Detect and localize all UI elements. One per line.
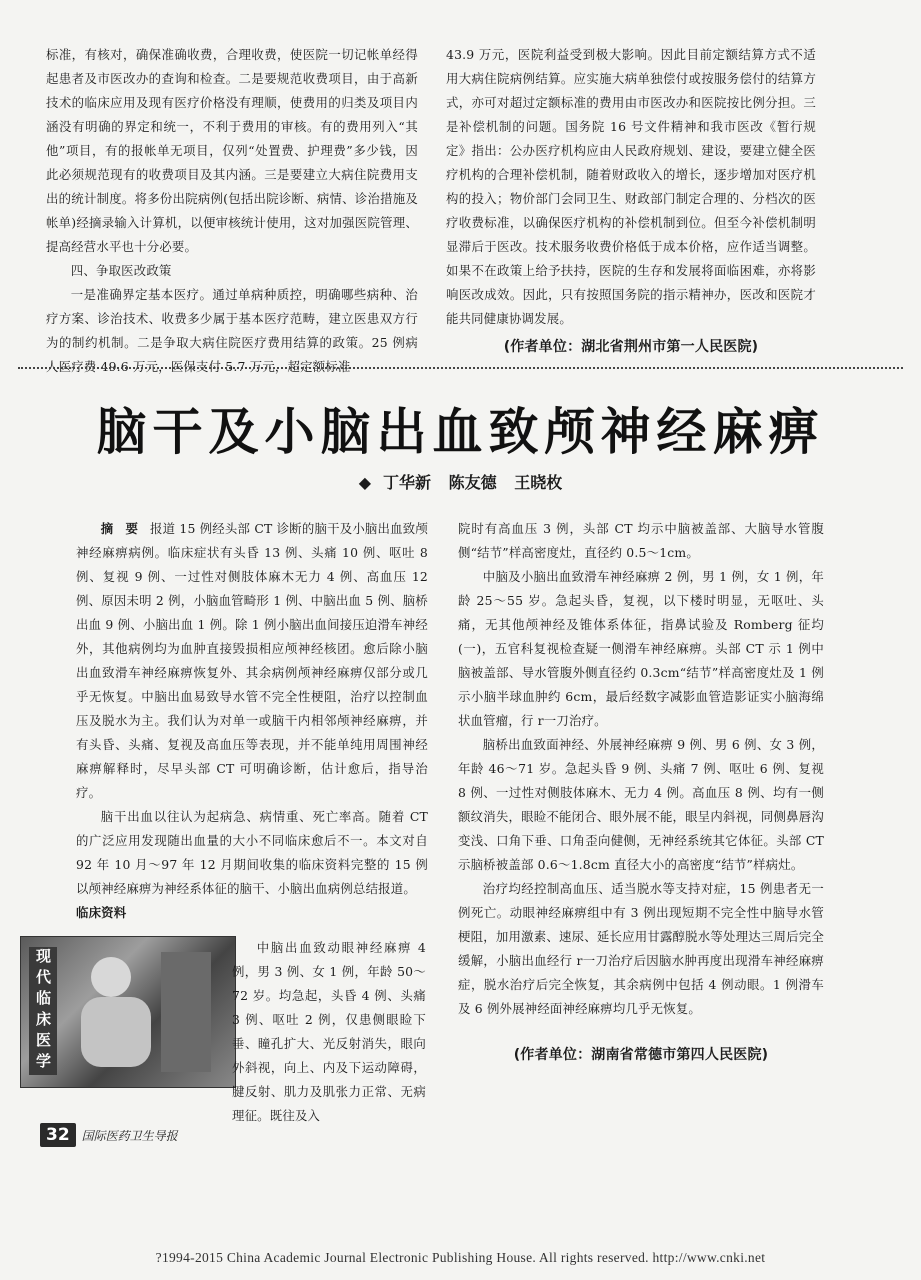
copyright-footer: ?1994-2015 China Academic Journal Electronic Publishing House. All rights reserved. http://www.cnki.net: [155, 1250, 766, 1265]
right-para-4: 治疗均经控制高血压、适当脱水等支持对症，15 例患者无一例死亡。动眼神经麻痹组中有 3 例出现短期不完全性中脑导水管梗阻，加用激素、速尿、延长应用甘露醇脱水等处理达三周后完全缓解，小脑出血经行 r一刀治疗后因脑水肿再度出现滑车神经麻痹症，脱水治疗后完全恢复，其余病例中包括 4 例动眼。1 例滑车及 6 例外展神经面神经麻痹均几乎无恢复。: [458, 881, 824, 1016]
abstract-text: 报道 15 例经头部 CT 诊断的脑干及小脑出血致颅神经麻痹病例。临床症状有头昏 13 例、头痛 10 例、呕吐 8 例、复视 9 例、一过性对侧肢体麻木无力 4 例、高血压 12 例、原因未明 2 例，小脑血管畸形 1 例、中脑出血 5 例、脑桥出血 9 例、小脑出血 1 例。除 1 例小脑出血间接压迫滑车神经外，其他病例均为血肿直接毁损相应颅神经核团。愈后除小脑出血致滑车神经麻痹恢复外、其余病例颅神经麻痹仅部分或几乎无恢复。中脑出血易致导水管不完全性梗阻，治疗以控制血压及脱水为主。我们认为对单一或脑干内相邻颅神经麻痹，并有头昏、头痛、复视及高血压等表现，并不能单纯用周围神经麻痹解释时，尽早头部 CT 可明确诊断，估计愈后，指导治疗。: [76, 521, 428, 800]
author-1: 丁华新: [383, 473, 432, 492]
page-number: 32: [40, 1123, 76, 1147]
article-left-body: [232, 936, 426, 1128]
right-para-1: 院时有高血压 3 例，头部 CT 均示中脑被盖部、大脑导水管腹侧“结节”样高密度灶，直径约 0.5～1cm。: [458, 521, 824, 560]
page-folio: [40, 1123, 178, 1147]
column-photo: [20, 936, 236, 1088]
photo-equipment-icon: [161, 952, 211, 1072]
intro-para: 脑干出血以往认为起病急、病情重、死亡率高。随着 CT 的广泛应用发现随出血量的大小不同临床愈后不一。本文对自 92 年 10 月～97 年 12 月期间收集的临床资料完整的 15 例以颅神经麻痹为神经系体征的脑干、小脑出血病例总结报道。: [76, 809, 428, 896]
abstract: [76, 517, 428, 805]
author-3: 王晓枚: [514, 473, 563, 492]
article-title: 脑干及小脑出血致颅神经麻痹: [96, 403, 825, 461]
article-authors: [0, 470, 921, 493]
prev-right-para: 43.9 万元，医院利益受到极大影响。因此目前定额结算方式不适用大病住院病例结算。应实施大病单独偿付或按服务偿付的结算方式，亦可对超过定额标准的费用由市医改办和医院按比例分担。三是补偿机制的问题。国务院 16 号文件精神和我市医改《暂行规定》指出：公办医疗机构应由人民政府规划、建设，要建立健全医疗机构的合理补偿机制，随着财政收入的增长，逐步增加对医疗机构的投入；物价部门会同卫生、财政部门制定合理的、分档次的医疗收费标准，以确保医疗机构的补偿机制到位。但至今补偿机制明显滞后于医改。技术服务收费价格低于成本价格，应作适当调整。如果不在政策上给予扶持，医院的生存和发展将面临困难，亦将影响医改成效。因此，只有按照国务院的指示精神办，医改和医院才能共同健康协调发展。: [446, 47, 816, 326]
photo-person-head-icon: [91, 957, 131, 997]
section-heading-clinical: 临床资料: [76, 905, 127, 920]
prev-left-para-1: 标准，有核对，确保准确收费，合理收费，使医院一切记帐单经得起患者及市医改办的查询和检查。二是要规范收费项目，由于高新技术的临床应用及现有医疗价格没有理顺，使费用的归类及项目内涵没有明确的界定和统一，不利于费用的审核。有的费用列入“其他”项目，有的报帐单无项目，仅列“处置费、护理费”多少钱，因此必须规范现有的收费项目及其内涵。三是要建立大病住院费用支出的统计制度。将多份出院病例(包括出院诊断、病情、诊治措施及帐单)经摘录输入计算机，以便审核统计使用，这对加强医院管理、提高经营水平也十分必要。: [46, 47, 418, 254]
prev-left-column: [46, 43, 418, 379]
photo-person-body-icon: [81, 997, 151, 1067]
author-2: 陈友德: [448, 473, 497, 492]
prev-section-heading: 四、争取医改政策: [70, 263, 172, 278]
prev-right-column: [446, 43, 816, 359]
right-para-2: 中脑及小脑出血致滑车神经麻痹 2 例，男 1 例，女 1 例，年龄 25～55 岁。急起头昏，复视，以下楼时明显，无呕吐、头痛，无其他颅神经及锥体系体征，指鼻试验及 Romberg 征均(一)，五官科复视检查疑一侧滑车神经麻痹。头部 CT 示 1 例中脑被盖部、导水管腹外侧直径约 0.3cm“结节”样高密度灶及 1 例示小脑半球血肿约 6cm，最后经数字减影血管造影证实小脑海绵状血管瘤，行 r一刀治疗。: [458, 569, 824, 728]
prev-left-para-2: 一是准确界定基本医疗。通过单病种质控，明确哪些病种、治疗方案、诊治技术、收费多少属于基本医疗范畴，建立医患双方行为的制约机制。二是争取大病住院医疗费用结算的政策。25 例病人医疗费 49.6 万元，医保支付 5.7 万元，超定额标准: [46, 287, 418, 374]
column-tag: 现代临床医学: [29, 947, 57, 1075]
article-right-column: [458, 517, 824, 1067]
abstract-label: 摘 要: [100, 521, 142, 536]
prev-affiliation: (作者单位：湖北省荆州市第一人民医院): [503, 339, 759, 355]
right-para-3: 脑桥出血致面神经、外展神经麻痹 9 例、男 6 例、女 3 例，年龄 46～71 岁。急起头昏 9 例、头痛 7 例、呕吐 6 例、复视 8 例、一过性对侧肢体麻木、无力 4 例。高血压 8 例、均有一侧额纹消失，眼睑不能闭合、眼外展不能，眼呈内斜视，同侧鼻唇沟变浅、口角下垂、口角歪向健侧，无神经系统其它体征。头部 CT 示脑桥被盖部 0.6～1.8cm 直径大小的高密度“结节”样病灶。: [458, 737, 824, 872]
article-affiliation: (作者单位：湖南省常德市第四人民医院): [513, 1047, 769, 1063]
article-left-column: [76, 517, 428, 925]
author-marker-icon: ◆: [358, 473, 372, 492]
journal-name: 国际医药卫生导报: [81, 1128, 178, 1143]
section-divider: [18, 367, 903, 369]
left-body-para: 中脑出血致动眼神经麻痹 4 例，男 3 例、女 1 例，年龄 50～72 岁。均急起，头昏 4 例、头痛 3 例、呕吐 2 例，仅患侧眼睑下垂、瞳孔扩大、光反射消失，眼向外斜视，向上、内及下运动障碍，腱反射、肌力及肌张力正常、无病理征。既往及入: [232, 940, 426, 1123]
